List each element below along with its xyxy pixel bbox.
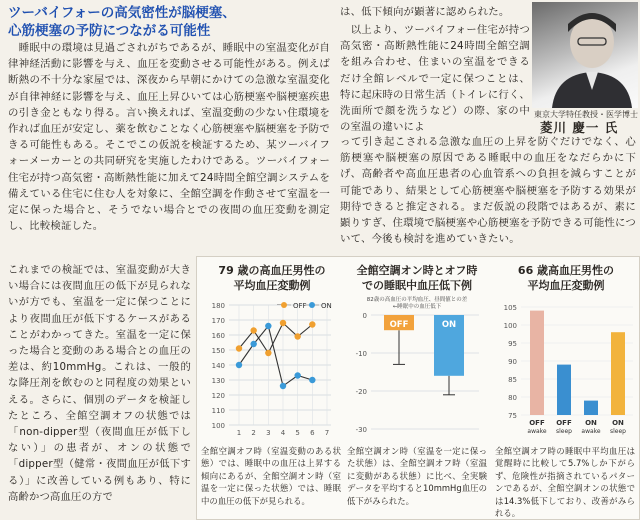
x-tick-sublabel: awake — [527, 428, 547, 435]
legend-label-off: OFF — [293, 302, 307, 310]
body-right-b-bottom: って引き起こされる急激な血圧の上昇を防ぐだけでなく、心筋梗塞や脳梗塞の原因である睡眠中の血圧をなだらかに下げ、高齢者や高血圧患者の心血管系への負担を減らすことが可能であり、結果として心筋梗塞や脳梗塞を予防する効果が期待できると推定される。まだ仮説の段階ではあるが、素に顕りすぎ、住環境で脳梗塞や心筋梗塞を予防できる可能性について、今後も検討を進めていきたい。 — [340, 136, 636, 246]
chart-left-plot — [199, 297, 337, 437]
data-point-off — [236, 345, 242, 351]
chart-subtitle-2: ←睡眠中の血圧低下 — [392, 304, 442, 310]
data-point-off — [294, 333, 300, 339]
data-point-off — [265, 350, 271, 356]
body-right-a: は、低下傾向が顕著に認められた。 — [340, 6, 510, 18]
chart-subtitle: 82歳の高血圧の平均血圧、昼間値との差 — [366, 297, 468, 303]
y-tick-label: 170 — [211, 317, 225, 325]
y-tick-label: 180 — [211, 302, 225, 310]
y-tick-label: 0 — [362, 312, 367, 320]
chart-left-caption: 全館空調オフ時（室温変動のある状態）では、睡眠中の血圧は上昇する傾向にあるが、全館空調オン時（室温を一定に保った状態）では、睡眠中の血圧の低下が見られる。 — [201, 446, 341, 506]
legend-marker-on — [309, 302, 315, 308]
y-tick-label: 105 — [503, 304, 517, 312]
x-tick-sublabel: sleep — [556, 428, 572, 435]
x-tick-label: OFF — [529, 419, 545, 427]
chart-left-title: 79 歳の高血圧男性の 平均血圧変動例 — [218, 264, 326, 292]
y-tick-label: 95 — [508, 340, 517, 348]
bar — [530, 311, 544, 415]
bar — [557, 365, 571, 415]
x-tick-label: 5 — [295, 429, 300, 437]
chart-middle-title: 全館空調オン時とオフ時 での睡眠中血圧低下例 — [356, 264, 478, 292]
x-tick-label: ON — [585, 419, 597, 427]
x-tick-label: 4 — [280, 429, 286, 437]
bar — [611, 332, 625, 415]
x-tick-label: 6 — [310, 429, 315, 437]
data-point-on — [250, 341, 256, 347]
x-tick-label: ON — [612, 419, 624, 427]
x-tick-label: OFF — [556, 419, 572, 427]
data-point-on — [280, 383, 286, 389]
y-tick-label: 110 — [211, 407, 225, 415]
x-tick-label: 1 — [236, 429, 242, 437]
bar — [584, 401, 598, 415]
data-point-off — [280, 320, 286, 326]
y-tick-label: 150 — [211, 347, 225, 355]
y-tick-label: 130 — [211, 377, 225, 385]
data-point-off — [250, 327, 256, 333]
y-tick-label: 160 — [211, 332, 225, 340]
y-tick-label: 75 — [508, 412, 517, 420]
chart-middle-plot — [347, 295, 487, 437]
y-tick-label: 80 — [508, 394, 517, 402]
chart-right-plot — [493, 297, 637, 445]
bar-label-on: ON — [441, 320, 457, 330]
title-line-2: 心筋梗塞の予防につながる可能性 — [8, 23, 211, 39]
y-tick-label: 85 — [508, 376, 517, 384]
legend-label-on: ON — [321, 302, 332, 310]
data-point-on — [309, 377, 315, 383]
body-right-b-top: 以上より、ツーバイフォー住宅が持つ高気密・高断熱性能に24時間全館空調を組み合わせ、住まいの室温をできるだけ全館レベルで一定に保つことは、特に起床時の日常生活（トイレに行く、洗面所で顔を洗うなど）の際、家の中の室温の違いによ — [340, 24, 530, 132]
x-tick-label: 3 — [266, 429, 271, 437]
x-tick-label: 7 — [324, 429, 330, 437]
y-tick-label: 100 — [503, 322, 517, 330]
article-title — [8, 4, 236, 40]
chart-right-caption: 全館空調オフ時の睡眠中平均血圧は覚醒時に比較して5.7%しか下がらず、危険性が指摘されているパターンであるが、全館空調オンの状態では14.3%低下しており、改善がみられる。 — [495, 446, 635, 519]
x-tick-sublabel: sleep — [610, 428, 626, 435]
data-point-off — [309, 321, 315, 327]
bar-label-off: OFF — [389, 320, 409, 330]
y-tick-label: 120 — [211, 392, 225, 400]
y-tick-label: 90 — [508, 358, 517, 366]
author-photo — [532, 2, 638, 108]
y-tick-label: -20 — [355, 388, 367, 396]
y-tick-label: 100 — [211, 422, 225, 430]
body-left-top: 睡眠中の環境は見過ごされがちであるが、睡眠中の室温変化が自律神経活動に影響を与え、血圧を変動させる可能性がある。例えば断熱の不十分な家屋では、深夜から早朝にかけての急激な室温変化が自律神経に影響を与え、血圧上昇ひいては心筋梗塞や脳梗塞疾患の引き金ともなり得る。言い換えれば、室温変動の少ない住環境を作れば血圧が安定し、薬を飲むことなく心筋梗塞や脳梗塞を予防できる可能性もある。そこでこの仮説を検証するため、某ツーバイフォーメーカーとの共同研究を実施したわけである。ツーバイフォー住宅が持つ高気密・高断熱性能に加えて24時間全館空調システムを備えている住宅に住む人を対象に、全館空調を作動させて室温を一定に保った場合と、そうでない場合とでの夜間の血圧変動を測定し、比較検証した。 — [8, 42, 330, 233]
y-tick-label: -30 — [355, 426, 367, 434]
title-line-1: ツーバイフォーの高気密性が脳梗塞、 — [8, 5, 236, 21]
chart-panel — [196, 256, 640, 520]
author-affiliation: 東京大学特任教授・医学博士 — [534, 110, 638, 119]
author-name: 菱川 慶一 氏 — [540, 120, 619, 135]
chart-middle-caption: 全館空調オン時（室温を一定に保った状態）は、全館空調オフ時（室温に変動がある状態）に比べ、全実験データを平均すると10mmHg血圧の低下がみられた。 — [347, 446, 487, 506]
data-point-on — [294, 372, 300, 378]
x-tick-label: 2 — [251, 429, 256, 437]
x-tick-sublabel: awake — [581, 428, 601, 435]
legend-marker-off — [281, 302, 287, 308]
data-point-on — [236, 362, 242, 368]
data-point-on — [265, 323, 271, 329]
y-tick-label: 140 — [211, 362, 225, 370]
y-tick-label: -10 — [355, 350, 367, 358]
chart-right-title: 66 歳高血圧男性の 平均血圧変動例 — [517, 264, 615, 292]
body-left-bottom: これまでの検証では、室温変動が大きい場合には夜間血圧の低下が見られないが方でも、室温を一定に保つことにより夜間血圧が低下するケースがあることがわかってきた。室温を一定に保った場合と変動のある場合との血圧の差は、約10mmHg。これは、一般的な降圧剤を飲むのと同程度の効果といえる。さらに、個別のデータを検証したところ、全館空調オフの状態では「non-dipper型（夜間血圧が低下しない）」の患者が、オンの状態で「dipper型（健常・夜間血圧が低下する）」に改善している例もあり、特に高齢かつ高血圧の方で — [8, 264, 191, 503]
